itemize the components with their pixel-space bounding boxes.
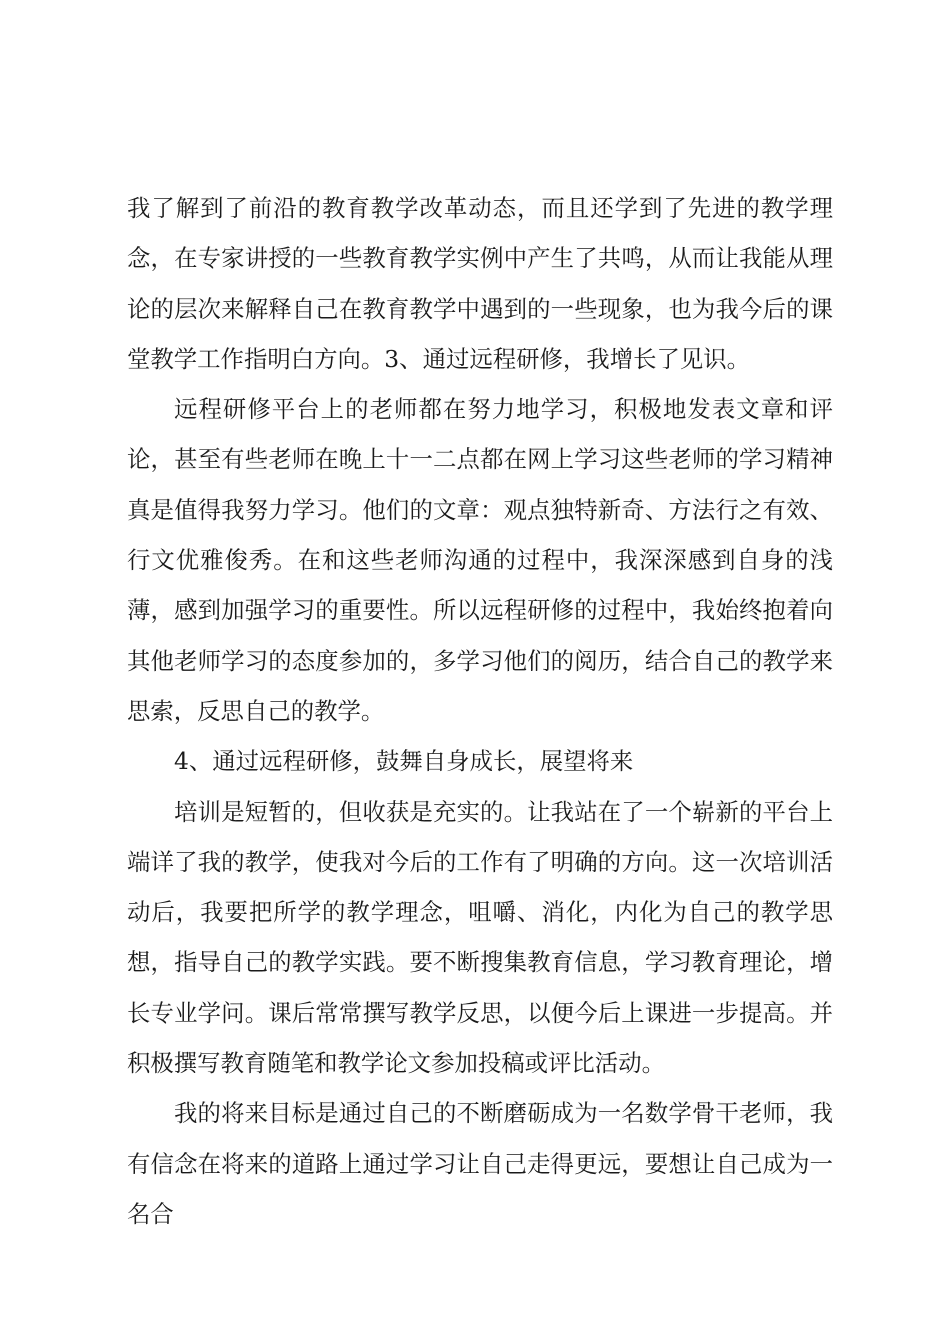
section-heading-4: 4、通过远程研修，鼓舞自身成长，展望将来 — [174, 747, 634, 776]
document-body — [127, 183, 833, 1239]
paragraph-training-harvest: 培训是短暂的，但收获是充实的。让我站在了一个崭新的平台上端详了我的教学，使我对今后的工作有了明确的方向。这一次培训活动后，我要把所学的教学理念，咀嚼、消化，内化为自己的教学思想，指导自己的教学实践。要不断搜集教育信息，学习教育理论，增长专业学问。课后常常撰写教学反思，以便今后上课进一步提高。并积极撰写教育随笔和教学论文参加投稿或评比活动。 — [127, 797, 833, 1078]
paragraph-future-goal: 我的将来目标是通过自己的不断磨砺成为一名数学骨干老师，我有信念在将来的道路上通过学习让自己走得更远，要想让自己成为一名合 — [127, 1099, 833, 1228]
paragraph-remote-study-peers: 远程研修平台上的老师都在努力地学习，积极地发表文章和评论，甚至有些老师在晚上十一二点都在网上学习这些老师的学习精神真是值得我努力学习。他们的文章：观点独特新奇、方法行之有效、行文优雅俊秀。在和这些老师沟通的过程中，我深深感到自身的浅薄，感到加强学习的重要性。所以远程研修的过程中，我始终抱着向其他老师学习的态度参加的，多学习他们的阅历，结合自己的教学来思索，反思自己的教学。 — [127, 395, 833, 725]
paragraph-continuation: 我了解到了前沿的教育教学改革动态，而且还学到了先进的教学理念，在专家讲授的一些教育教学实例中产生了共鸣，从而让我能从理论的层次来解释自己在教育教学中遇到的一些现象，也为我今后的课堂教学工作指明白方向。3、通过远程研修，我增长了见识。 — [127, 194, 833, 373]
